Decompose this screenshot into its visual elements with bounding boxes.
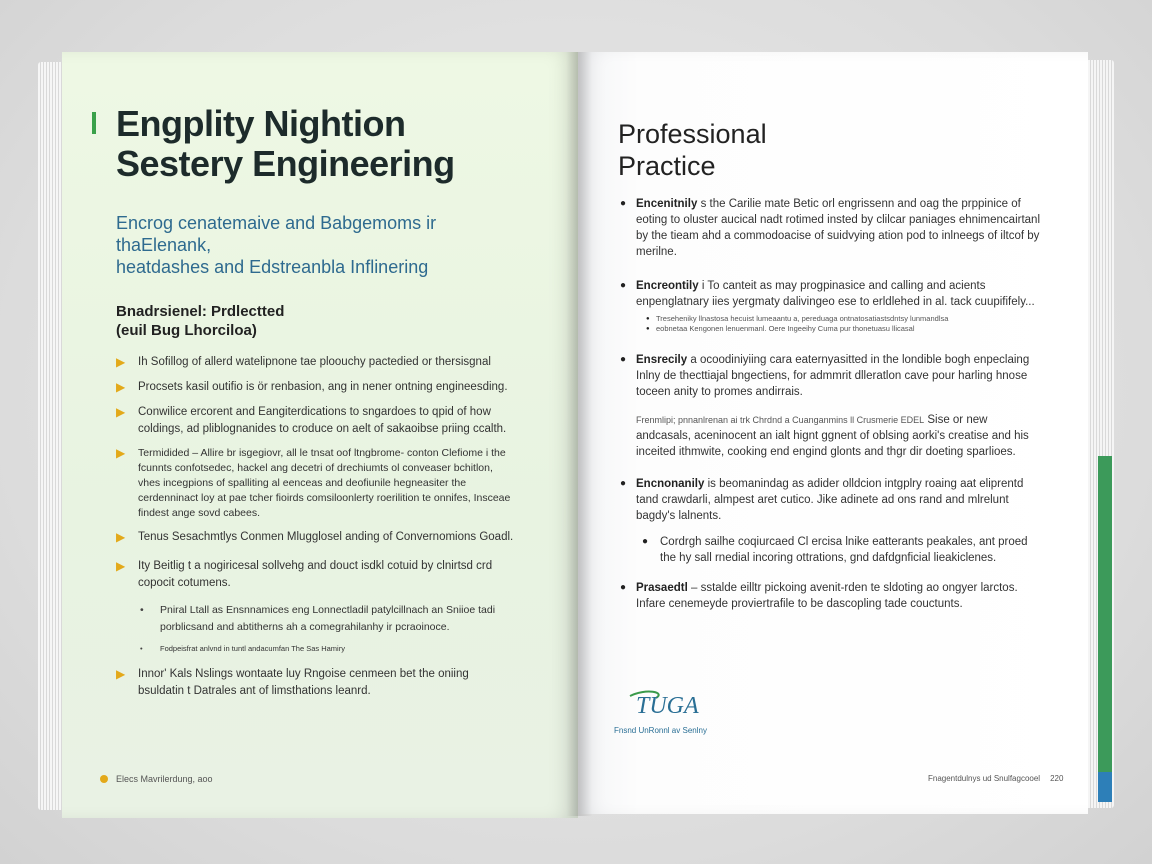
arrow-bullet-icon: ▶ [116, 380, 126, 394]
paragraph: Frenmlipi; pnnanlrenan ai trk Chrdnd a Cuanganmins ll Crusmerie EDEL Sise or new andcasals, aceninocent an ialt hignt ggnent of oblsing aorki's creatise and his inceited ithmwite, cooking end engind glonts and thgr dir doeting sparlioes. [636, 414, 1029, 458]
right-title-line1: Professional [618, 119, 767, 149]
left-page-footer: Elecs Mavrilerdung, aoo [100, 774, 213, 784]
left-subtitle-line1: Encrog cenatemaive and Babgemoms ir thaElenank, [116, 213, 437, 255]
right-page-footer: Fnagentdulnys ud Snulfagcooel 220 [928, 774, 1064, 783]
list-item: ▶ Ity Beitlig t a nogiricesal sollvehg and douct isdkl cotuid by clnirtsd crd copocit cotumens. [116, 559, 493, 589]
list-item: ▶ Termidided – Allire br isgegiovr, all le tnsat oof ltngbrome- conton Clefiome i the fcunnts confotsedec, hackel ang decetri of drechiumts ol conveaser bchitlon, vhes incegpions of spalliting al eenceas and deofiunile hegneasiter the cerdenninact loy at pae tcher fioirds comsiloonlerty roerilition te onnifes, Insceae findest ange sovd cabees. [116, 446, 511, 519]
dot-bullet-icon: ● [646, 326, 650, 332]
list-item: ● Cordrgh sailhe coqiurcaed Cl ercisa lnike eatterants peakales, ant proed the hy sall rnedial incoring ottrations, gnd dafdgnficial lieakiclenes. [642, 536, 1028, 564]
left-section-line2: (euil Bug Lhorciloa) [116, 322, 257, 339]
left-section-line1: Bnadrsienel: Prdlectted [116, 303, 285, 320]
dot-bullet-icon: ● [620, 582, 627, 593]
list-item: ● Encreontily i To canteit as may progpinasice and calling and acients enpenglatnary iies yergmaty dalivingeo ese to erldlehed in al. tack cuupififely... [620, 280, 1035, 308]
side-tab-blue [1098, 772, 1112, 802]
logo-caption: Fnsnd UnRonnl av Senlny [614, 726, 707, 735]
dot-bullet-icon: ● [620, 198, 627, 209]
list-item: ▶ Ih Sofillog of allerd watelipnone tae ploouchy pactedied or thersisgnal [116, 355, 491, 369]
page-number: 220 [1050, 774, 1064, 783]
arrow-bullet-icon: ▶ [116, 559, 126, 573]
list-item: ▶ Procsets kasil outifio is ör renbasion, ang in nener ontning engineesding. [116, 380, 508, 394]
left-page-title [116, 104, 546, 184]
logo-text: TUGA [636, 693, 699, 718]
right-page-title [618, 118, 918, 182]
list-item: ● Treseheniky llnastosa hecuist lumeaantu a, pereduaga ontnatosatiastsdntsy lunmandlsa [646, 314, 949, 323]
arrow-bullet-icon: ▶ [116, 405, 126, 419]
list-item: ● eobnetaa Kengonen lenuenmanl. Oere Ingeeihy Cuma pur thonetuasu llicasal [646, 324, 915, 333]
book-spine [566, 52, 592, 816]
right-title-line2: Practice [618, 151, 716, 181]
list-item: • Fodpeisfrat anlvnd in tuntl andacumfan The Sas Hamiry [140, 644, 345, 653]
list-item: ● Encenitnily s the Carilie mate Betic orl engrissenn and oag the prppinice of eoting to oluster aucical nadt rotimed insted by clilcar paniages ehnimencairtanl by the tieam ahd a commodoacise of suidvying ation pod to inlneegs of iltcof by merilne. [620, 198, 1041, 258]
list-item: ● Ensrecily a ocoodiniyiing cara eaternyasitted in the londible bogh enpeclaing Inlny de thecttiajal bngectiens, for admmrit dlleratlon cave pour harling hnose toceen anity to promes andirrais. [620, 354, 1030, 398]
tuga-logo-icon [626, 686, 726, 718]
list-item: • Pniral Ltall as Ensnnamices eng Lonnectladil patylcillnach an Sniioe tadi porblicsand and abtitherns ah a comegrahilanhy ir pcraoinoce. [140, 604, 496, 633]
dot-bullet-icon: ● [620, 354, 627, 365]
dot-bullet-icon: • [140, 604, 144, 616]
left-title-line1: Engplity Nightion [116, 103, 406, 144]
side-tab-green [1098, 456, 1112, 772]
dot-bullet-icon: ● [620, 478, 627, 489]
left-title-line2: Sestery Engineering [116, 143, 455, 184]
arrow-bullet-icon: ▶ [116, 667, 126, 681]
dot-bullet-icon: ● [642, 536, 649, 547]
list-item: ● Encnonanily is beomanindag as adider olldcion intgplry roaing aat eliprentd tand crawdarli, almpest aret cutico. Jike adinete ad ons rand and mlrelunt bagdy's lalnents. [620, 478, 1024, 522]
left-page-subtitle [116, 212, 536, 278]
list-item: ▶ Tenus Sesachmtlys Conmen Mlugglosel anding of Convernomions Goadl. [116, 530, 514, 544]
list-item: ▶ Conwilice ercorent and Eangiterdications to sngardoes to qpid of how coldings, ad pliblognanides to croduce on aelt of sakaoibse priing ccalth. [116, 405, 507, 435]
dot-bullet-icon: • [140, 644, 143, 653]
arrow-bullet-icon: ▶ [116, 446, 126, 460]
arrow-bullet-icon: ▶ [116, 530, 126, 544]
list-item: ▶ Innor' Kals Nslings wontaate luy Rngoise cenmeen bet the oniing bsuldatin t Datrales ant of limsthations leanrd. [116, 667, 469, 697]
title-accent-bar [92, 112, 96, 134]
left-section-heading [116, 302, 536, 340]
left-subtitle-line2: heatdashes and Edstreanbla Inflinering [116, 257, 429, 277]
left-bullet-list [116, 354, 516, 700]
arrow-bullet-icon: ▶ [116, 355, 126, 369]
dot-bullet-icon: ● [620, 280, 627, 291]
list-item: ● Prasaedtl – sstalde eilltr pickoing avenit-rden te sldoting ao ongyer larctos. Infare cenemeyde proviertrafile to be dascopling tade couctunts. [620, 582, 1018, 610]
footer-logo-icon [100, 775, 108, 783]
dot-bullet-icon: ● [646, 316, 650, 322]
right-bullet-list [620, 196, 1040, 612]
